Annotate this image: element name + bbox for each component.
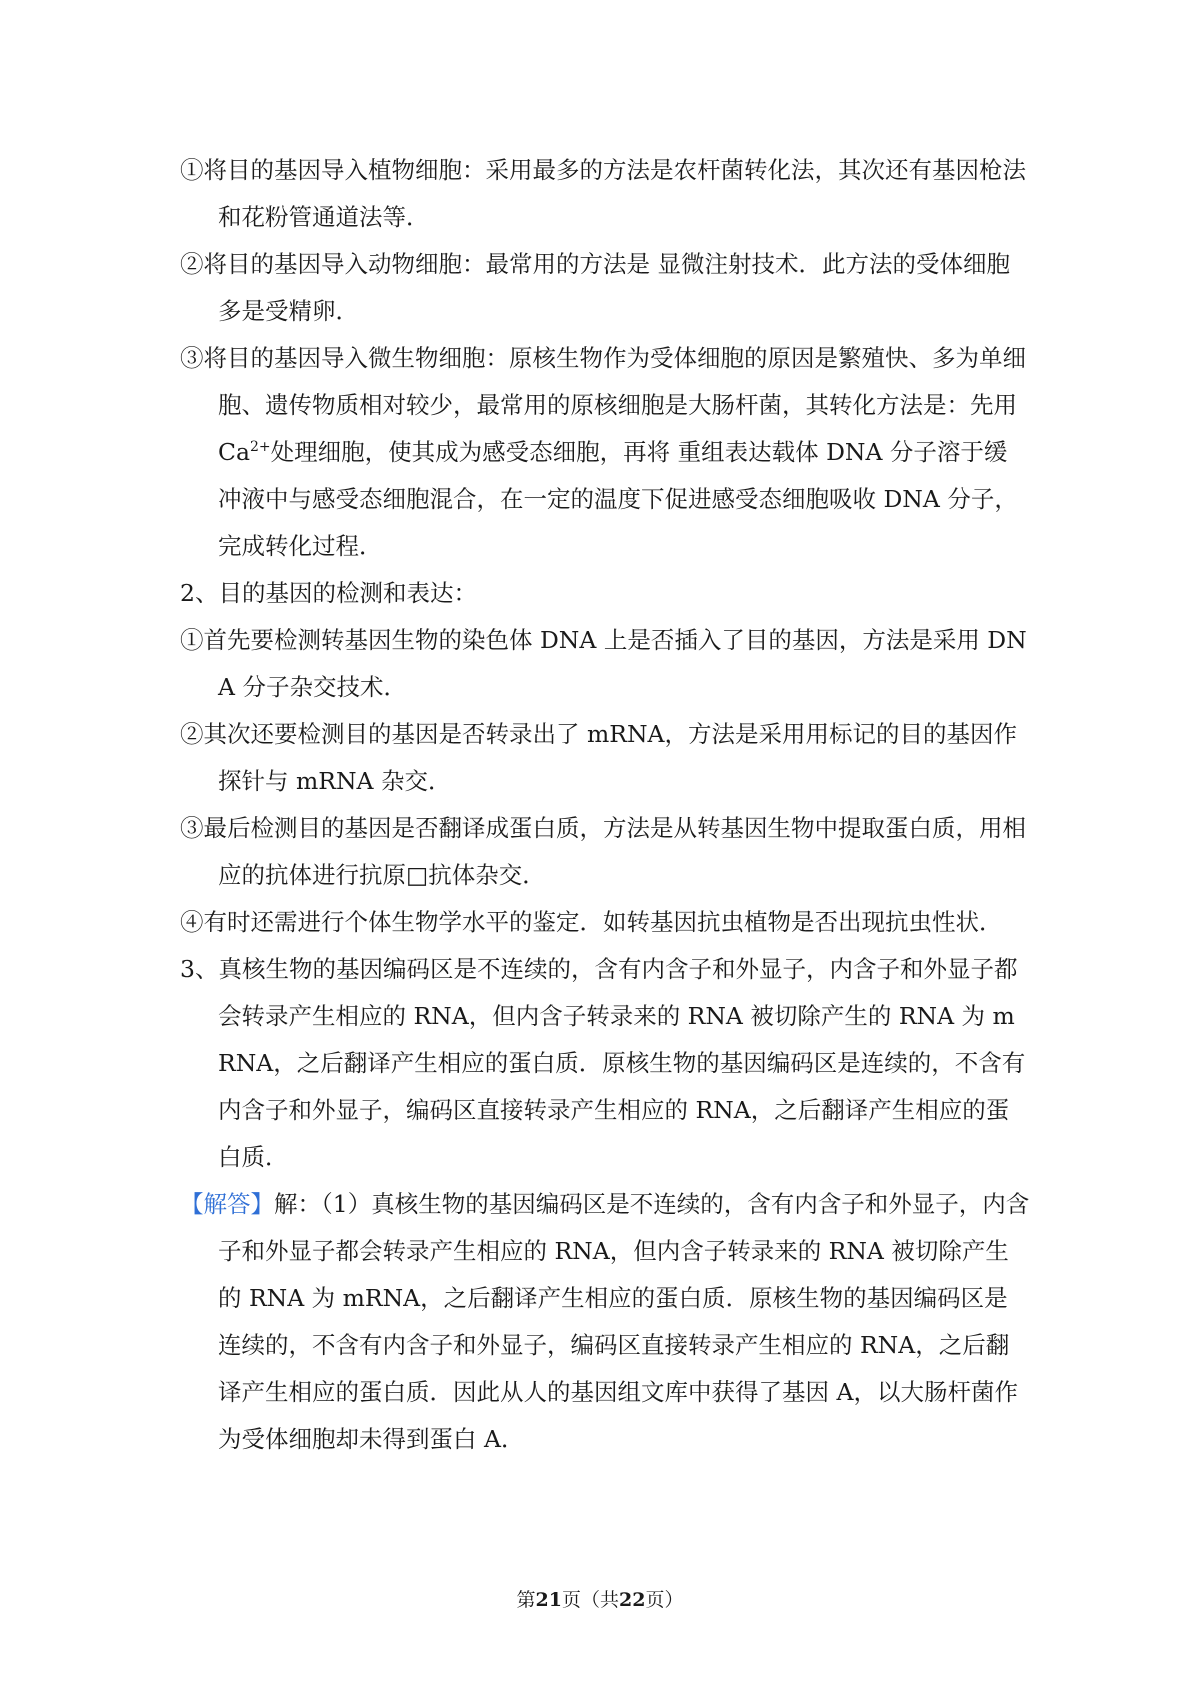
answer-text: 解：（1）真核生物的基因编码区是不连续的，含有内含子和外显子，内含子和外显子都会转录产生相应的 RNA，但内含子转录来的 RNA 被切除产生的 RNA 为 mRNA，之后翻译产生相应的蛋白质．原核生物的基因编码区是连续的，不含有内含子和外显子，编码区直接转录产生相应的 RNA，之后翻译产生相应的蛋白质．因此从人的基因组文库中获得了基因 A，以大肠杆菌作为受体细胞却未得到蛋白 A． <box>218 1190 1030 1453</box>
paragraph-dna-detection: ①首先要检测转基因生物的染色体 DNA 上是否插入了目的基因，方法是采用 DNA 分子杂交技术． <box>180 626 1027 701</box>
footer-prefix: 第 <box>516 1589 536 1611</box>
microbe-text-part2: 处理细胞，使其成为感受态细胞，再将 重组表达载体 DNA 分子溶于缓冲液中与感受态细胞混合，在一定的温度下促进感受态细胞吸收 DNA 分子，完成转化过程． <box>218 438 1018 560</box>
footer-suffix: 页） <box>645 1589 684 1611</box>
document-body <box>180 147 1030 1463</box>
microbe-text-part1: ③将目的基因导入微生物细胞：原核生物作为受体细胞的原因是繁殖快、多为单细胞、遗传物质相对较少，最常用的原核细胞是大肠杆菌，其转化方法是：先用 Ca <box>180 344 1026 466</box>
footer-middle: 页（共 <box>561 1589 619 1611</box>
answer-tag: 【解答】 <box>180 1190 274 1218</box>
paragraph-eukaryote-coding-region: 3、真核生物的基因编码区是不连续的，含有内含子和外显子，内含子和外显子都会转录产生相应的 RNA，但内含子转录来的 RNA 被切除产生的 RNA 为 mRNA，之后翻译产生相应的蛋白质．原核生物的基因编码区是连续的，不含有内含子和外显子，编码区直接转录产生相应的 RNA，之后翻译产生相应的蛋白质． <box>180 955 1026 1171</box>
paragraph-protein-detection: ③最后检测目的基因是否翻译成蛋白质，方法是从转基因生物中提取蛋白质，用相应的抗体进行抗原□抗体杂交． <box>180 814 1026 889</box>
page-footer <box>0 1587 1200 1613</box>
paragraph-plant-cell-method: ①将目的基因导入植物细胞：采用最多的方法是农杆菌转化法，其次还有基因枪法和花粉管通道法等． <box>180 156 1026 231</box>
paragraph-mrna-detection: ②其次还要检测目的基因是否转录出了 mRNA，方法是采用用标记的目的基因作探针与 mRNA 杂交． <box>180 720 1017 795</box>
calcium-superscript: 2+ <box>250 439 271 456</box>
footer-total-pages: 22 <box>619 1589 646 1611</box>
paragraph-microbe-cell-method <box>180 335 1030 570</box>
paragraph-answer <box>180 1181 1030 1463</box>
footer-page-number: 21 <box>535 1589 562 1611</box>
paragraph-individual-level: ④有时还需进行个体生物学水平的鉴定．如转基因抗虫植物是否出现抗虫性状． <box>180 908 1003 936</box>
paragraph-animal-cell-method: ②将目的基因导入动物细胞：最常用的方法是 显微注射技术．此方法的受体细胞多是受精卵． <box>180 250 1010 325</box>
heading-detection-expression: 2、目的基因的检测和表达： <box>180 579 477 607</box>
